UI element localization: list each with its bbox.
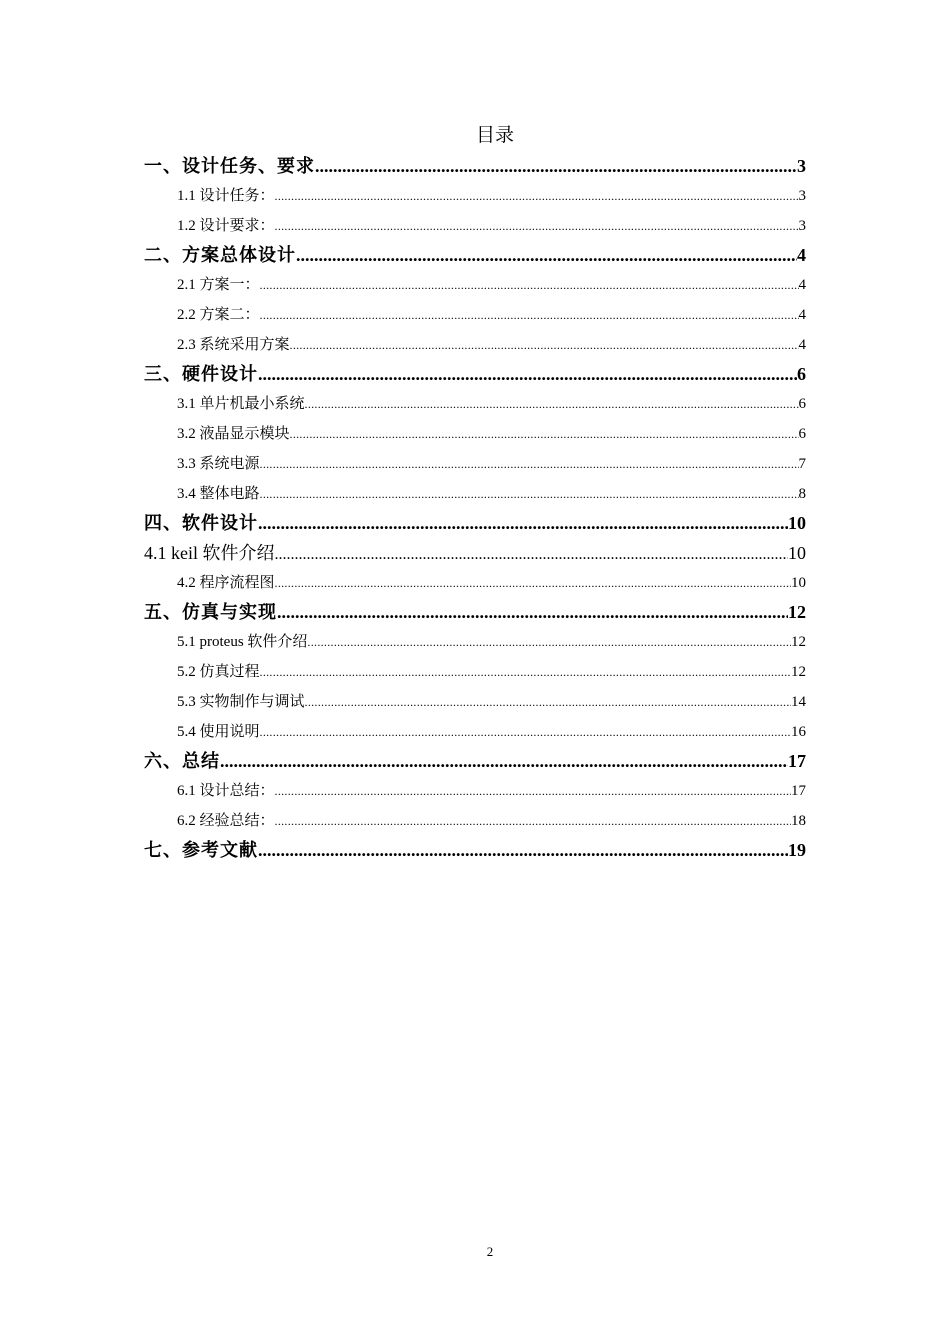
toc-entry-label: 5.1 proteus 软件介绍 bbox=[177, 634, 308, 650]
toc-entry-label: 6.1 设计总结： bbox=[177, 783, 275, 799]
toc-entry-page-number: 10 bbox=[788, 543, 806, 563]
toc-entry-page-number: 6 bbox=[798, 426, 806, 442]
toc-entry-page-number: 19 bbox=[788, 840, 806, 860]
toc-entry-label: 七、参考文献 bbox=[144, 840, 258, 860]
toc-entry-label: 5.2 仿真过程 bbox=[177, 664, 260, 680]
toc-entry-label: 一、设计任务、要求 bbox=[144, 156, 315, 176]
toc-dot-leader bbox=[296, 241, 797, 270]
toc-section-entry[interactable] bbox=[144, 509, 806, 538]
toc-dot-leader bbox=[307, 627, 791, 657]
toc-entry-label: 3.1 单片机最小系统 bbox=[177, 396, 305, 412]
toc-dot-leader bbox=[305, 389, 799, 419]
toc-dot-leader bbox=[305, 687, 791, 717]
toc-entry-label: 1.2 设计要求： bbox=[177, 218, 275, 234]
toc-entry-label: 2.3 系统采用方案 bbox=[177, 337, 290, 353]
toc-entry-page-number: 4 bbox=[798, 337, 806, 353]
toc-subsection-entry[interactable] bbox=[144, 300, 806, 330]
toc-entry-page-number: 4 bbox=[798, 277, 806, 293]
toc-entry-page-number: 10 bbox=[788, 513, 806, 533]
toc-subsection-entry[interactable] bbox=[144, 389, 806, 419]
toc-entry-label: 2.2 方案二： bbox=[177, 307, 260, 323]
toc-entry-page-number: 4 bbox=[797, 245, 806, 265]
toc-dot-leader bbox=[260, 717, 791, 747]
toc-section-entry[interactable] bbox=[144, 747, 806, 776]
toc-entry-page-number: 7 bbox=[798, 456, 806, 472]
toc-entry-page-number: 10 bbox=[791, 575, 806, 591]
toc-dot-leader bbox=[258, 509, 788, 538]
toc-entry-page-number: 6 bbox=[797, 364, 806, 384]
toc-subsection-entry[interactable] bbox=[144, 270, 806, 300]
toc-entry-page-number: 16 bbox=[791, 724, 806, 740]
toc-entry-label: 三、硬件设计 bbox=[144, 364, 258, 384]
toc-subsection-entry[interactable] bbox=[144, 717, 806, 747]
toc-subsection-entry[interactable] bbox=[144, 419, 806, 449]
toc-entry-label: 5.3 实物制作与调试 bbox=[177, 694, 305, 710]
toc-subsection-entry[interactable] bbox=[144, 449, 806, 479]
toc-subsection-entry[interactable] bbox=[144, 330, 806, 360]
toc-dot-leader bbox=[315, 152, 797, 181]
toc-subsection-entry[interactable] bbox=[144, 806, 806, 836]
toc-subsection-entry[interactable] bbox=[144, 687, 806, 717]
toc-subsection-entry[interactable] bbox=[144, 479, 806, 509]
toc-subsection-entry[interactable] bbox=[144, 657, 806, 687]
toc-subsection-entry[interactable] bbox=[144, 568, 806, 598]
toc-entry-page-number: 3 bbox=[798, 218, 806, 234]
toc-entry-label: 4.1 keil 软件介绍 bbox=[144, 543, 275, 563]
toc-dot-leader bbox=[260, 479, 799, 509]
toc-dot-leader bbox=[290, 419, 799, 449]
toc-entry-page-number: 12 bbox=[791, 634, 806, 650]
toc-entry-page-number: 8 bbox=[798, 486, 806, 502]
toc-dot-leader bbox=[275, 181, 799, 211]
toc-entry-label: 2.1 方案一： bbox=[177, 277, 260, 293]
toc-entry-label: 六、总结 bbox=[144, 751, 220, 771]
toc-dot-leader bbox=[260, 449, 799, 479]
toc-entry-label: 4.2 程序流程图 bbox=[177, 575, 275, 591]
page-number: 2 bbox=[486, 1244, 494, 1259]
toc-entry-label: 1.1 设计任务： bbox=[177, 188, 275, 204]
toc-section-entry[interactable] bbox=[144, 152, 806, 181]
toc-list bbox=[144, 152, 806, 865]
toc-dot-leader bbox=[275, 211, 799, 241]
toc-entry-label: 四、软件设计 bbox=[144, 513, 258, 533]
toc-entry-label: 二、方案总体设计 bbox=[144, 245, 296, 265]
toc-section-entry[interactable] bbox=[144, 360, 806, 389]
toc-entry-page-number: 14 bbox=[791, 694, 806, 710]
toc-entry-page-number: 17 bbox=[788, 751, 806, 771]
toc-dot-leader bbox=[258, 360, 797, 389]
toc-entry-label: 5.4 使用说明 bbox=[177, 724, 260, 740]
toc-dot-leader bbox=[258, 836, 788, 865]
toc-dot-leader bbox=[220, 747, 788, 776]
toc-entry-page-number: 12 bbox=[791, 664, 806, 680]
toc-dot-leader bbox=[290, 330, 799, 360]
toc-entry-page-number: 6 bbox=[798, 396, 806, 412]
toc-entry-page-number: 4 bbox=[798, 307, 806, 323]
toc-title: 目录 bbox=[475, 125, 514, 146]
toc-entry-page-number: 17 bbox=[791, 783, 806, 799]
toc-section-entry[interactable] bbox=[144, 241, 806, 270]
toc-subsection-entry[interactable] bbox=[144, 776, 806, 806]
toc-subsection-entry[interactable] bbox=[144, 627, 806, 657]
toc-section-entry[interactable] bbox=[144, 598, 806, 627]
toc-entry-label: 6.2 经验总结： bbox=[177, 813, 275, 829]
toc-entry-page-number: 3 bbox=[797, 156, 806, 176]
toc-section-entry[interactable] bbox=[144, 836, 806, 865]
toc-dot-leader bbox=[260, 300, 799, 330]
toc-entry-page-number: 12 bbox=[788, 602, 806, 622]
toc-dot-leader bbox=[277, 598, 788, 627]
toc-dot-leader bbox=[275, 806, 791, 836]
toc-entry-label: 3.2 液晶显示模块 bbox=[177, 426, 290, 442]
toc-entry-page-number: 3 bbox=[798, 188, 806, 204]
toc-subsection-entry[interactable] bbox=[144, 181, 806, 211]
toc-dot-leader bbox=[260, 270, 799, 300]
toc-entry-label: 五、仿真与实现 bbox=[144, 602, 277, 622]
toc-dot-leader bbox=[260, 657, 791, 687]
toc-entry-label: 3.4 整体电路 bbox=[177, 486, 260, 502]
toc-entry-label: 3.3 系统电源 bbox=[177, 456, 260, 472]
toc-dot-leader bbox=[275, 568, 791, 598]
toc-dot-leader bbox=[275, 776, 791, 806]
toc-dot-leader bbox=[275, 540, 789, 568]
toc-entry-page-number: 18 bbox=[791, 813, 806, 829]
toc-subsection-entry[interactable] bbox=[144, 538, 806, 568]
toc-subsection-entry[interactable] bbox=[144, 211, 806, 241]
